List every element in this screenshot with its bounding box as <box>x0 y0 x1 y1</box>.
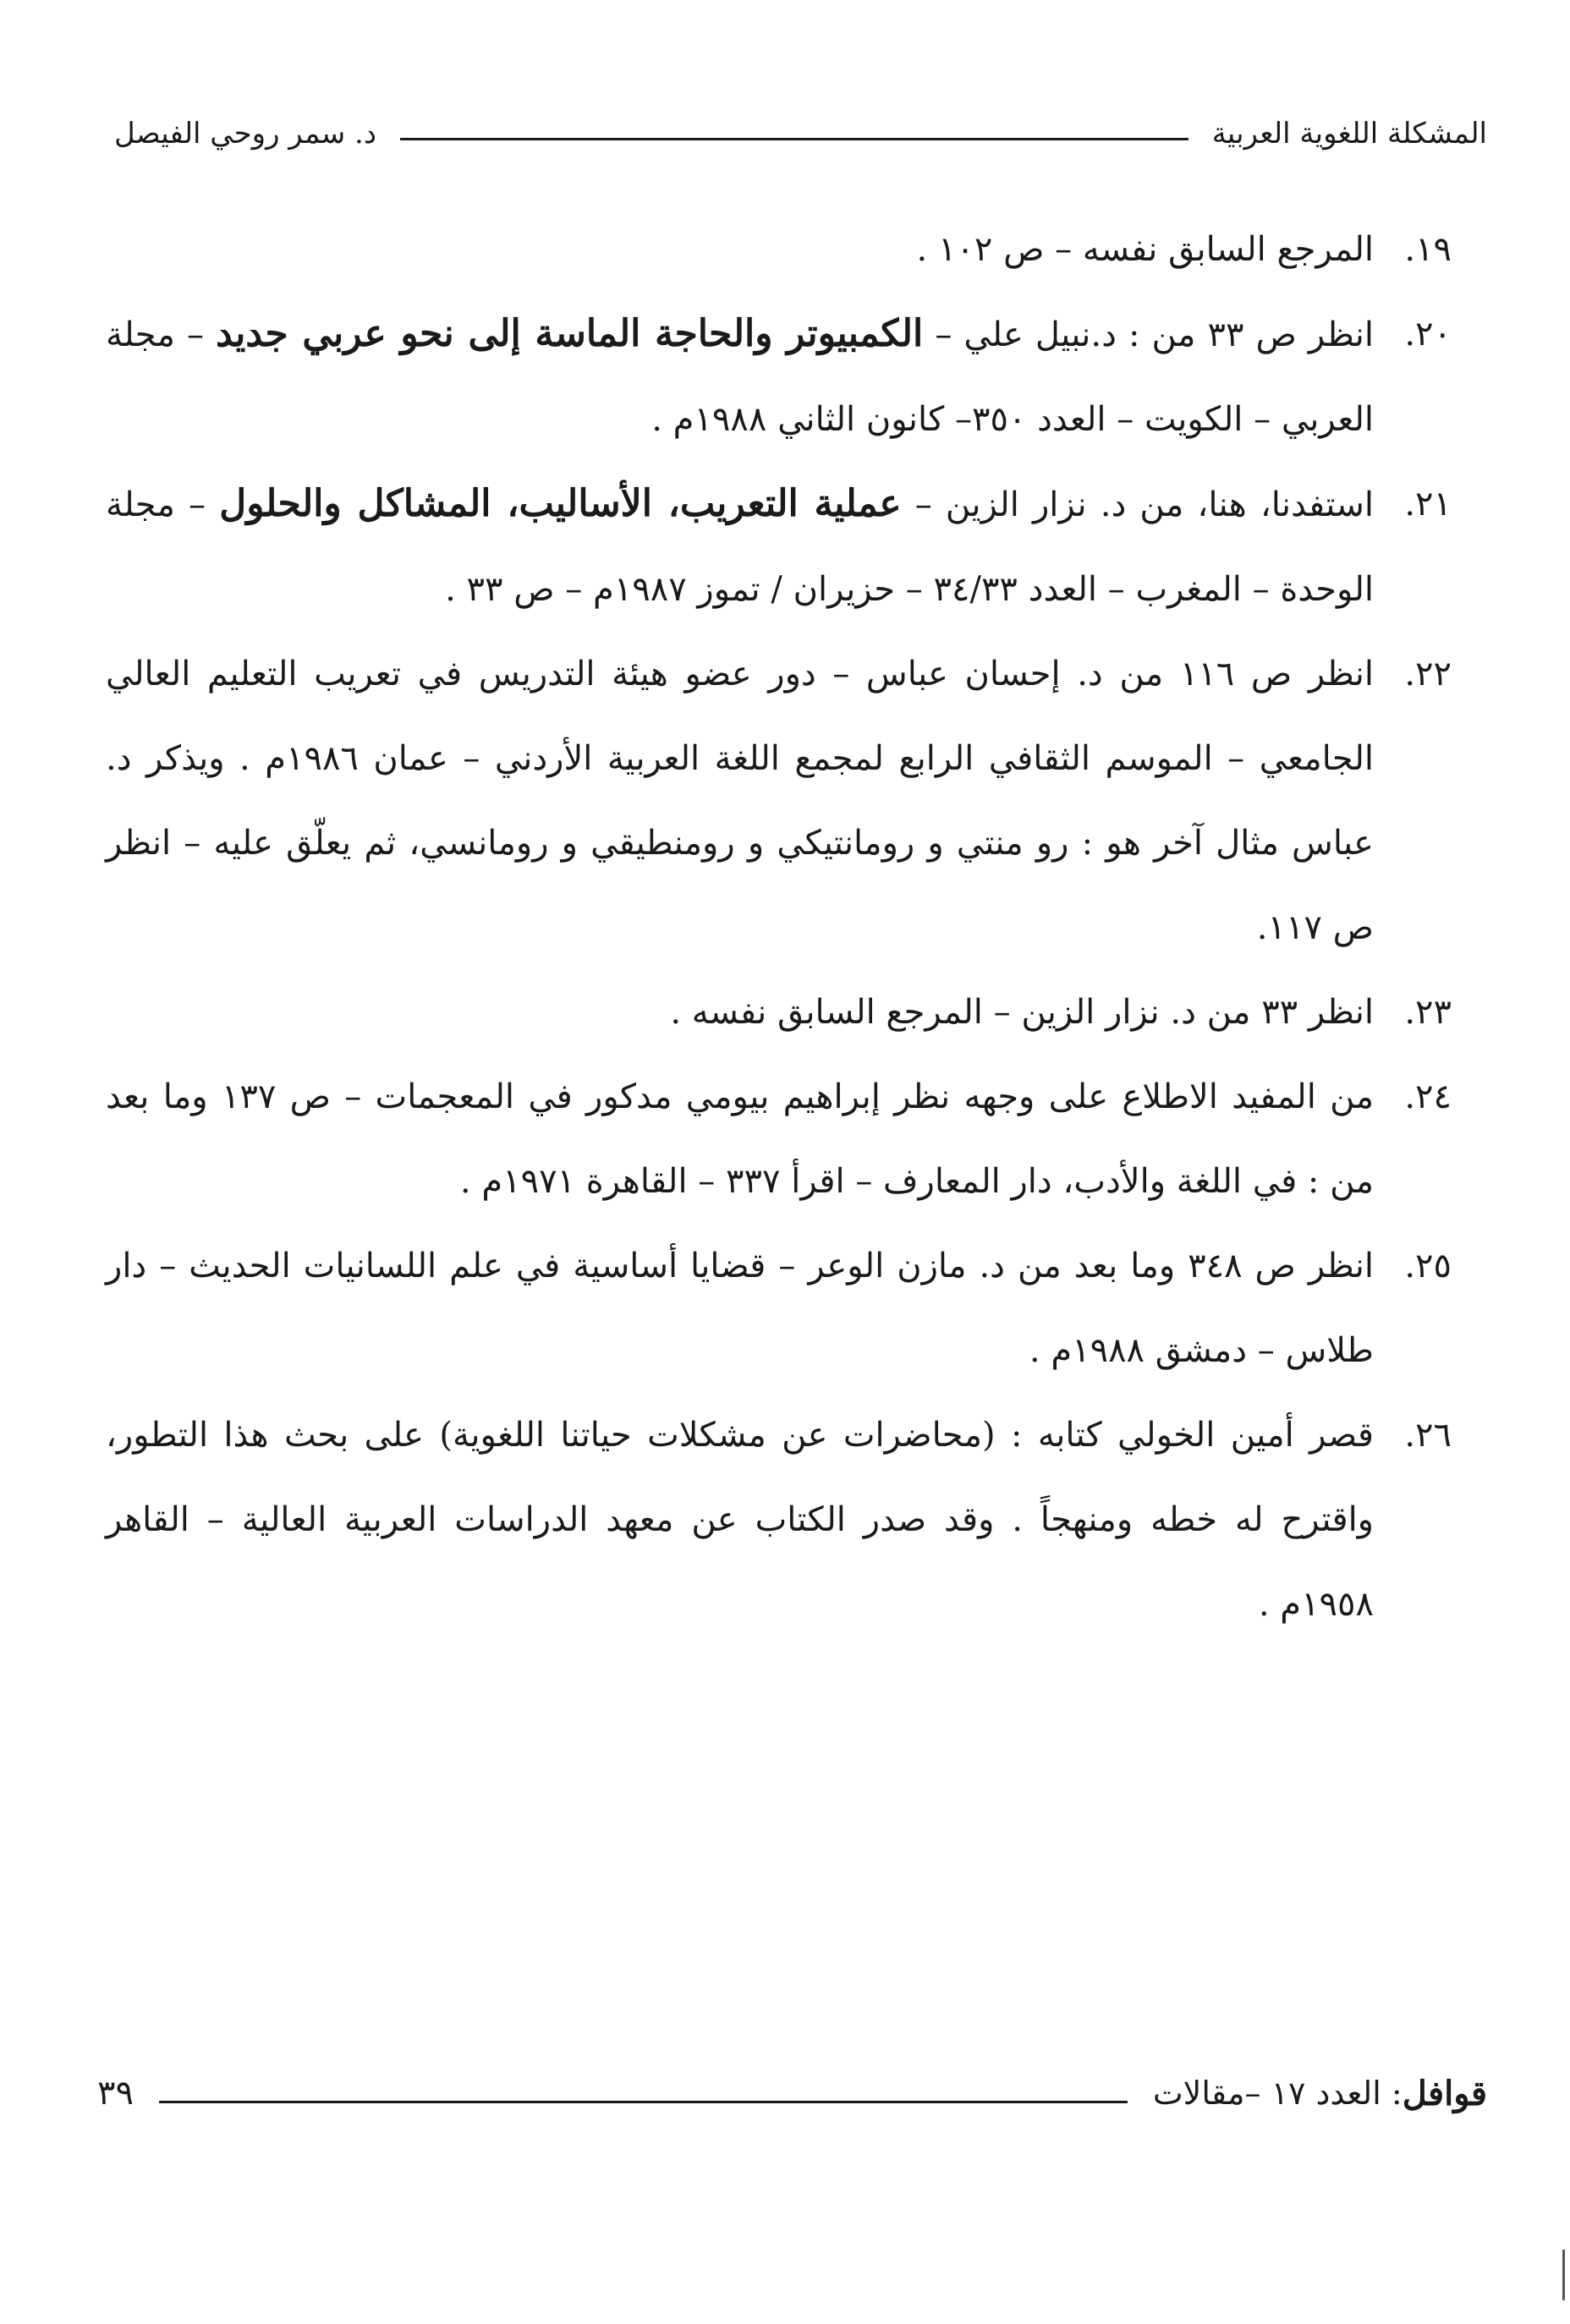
endnote-text: انظر ٣٣ من د. نزار الزين – المرجع السابق نفسه . <box>670 993 1374 1032</box>
endnote-number: ٢٥. <box>1404 1247 1452 1285</box>
endnote-number: ٢٦. <box>1404 1416 1452 1455</box>
endnote-number: ٢١. <box>1404 485 1452 523</box>
journal-name: قوافل <box>1402 2073 1487 2113</box>
header-rule <box>400 138 1188 140</box>
endnote-text: المرجع السابق نفسه – ص ١٠٢ . <box>916 230 1374 269</box>
endnote-text: – مجلة الوحدة – المغرب – العدد ٣٤/٣٣ – حزيران / تموز ١٩٨٧م – ص ٣٣ . <box>106 485 1374 609</box>
page-number: ٣٩ <box>97 2074 134 2113</box>
endnote-title: الكمبيوتر والحاجة الماسة إلى نحو عربي جديد <box>216 312 924 355</box>
endnote-number: ٢٢. <box>1404 655 1452 693</box>
endnote-number: ٢٣. <box>1404 993 1452 1032</box>
endnote <box>106 207 1452 292</box>
endnote <box>106 1055 1452 1224</box>
endnote-text: انظر ص ١١٦ من د. إحسان عباس – دور عضو هيئة التدريس في تعريب التعليم العالي الجامعي – الموسم الثقافي الرابع لمجمع اللغة العربية الأردني – عمان ١٩٨٦م . ويذكر د. عباس مثال آخر هو : رو منتي و رومانتيكي و رومنطيقي و رومانسي، ثم يعلّق عليه – انظر ص ١١٧. <box>106 655 1374 947</box>
running-header <box>114 108 1487 159</box>
endnote-number: ٢٤. <box>1404 1077 1452 1116</box>
endnote-title: عملية التعريب، الأساليب، المشاكل والحلول <box>219 482 902 525</box>
issue-label: : العدد ١٧ –مقالات <box>1152 2075 1403 2112</box>
footer-rule <box>159 2101 1128 2103</box>
endnote-text: قصر أمين الخولي كتابه : (محاضرات عن مشكلات حياتنا اللغوية) على بحث هذا التطور، واقترح له خطه ومنهجاً . وقد صدر الكتاب عن معهد الدراسات العربية العالية – القاهر ١٩٥٨م . <box>106 1416 1374 1624</box>
endnote-number: ١٩. <box>1404 230 1452 269</box>
endnote <box>106 292 1452 462</box>
page-footer <box>97 2064 1487 2123</box>
endnote <box>106 970 1452 1055</box>
endnote-text: انظر ص ٣٤٨ وما بعد من د. مازن الوعر – قضايا أساسية في علم اللسانيات الحديث – دار طلاس – دمشق ١٩٨٨م . <box>106 1247 1374 1370</box>
endnote <box>106 1393 1452 1647</box>
endnote <box>106 1224 1452 1393</box>
header-title: المشكلة اللغوية العربية <box>1211 117 1487 151</box>
endnote <box>106 462 1452 632</box>
endnote-text: من المفيد الاطلاع على وجهه نظر إبراهيم بيومي مدكور في المعجمات – ص ١٣٧ وما بعد من : في اللغة والأدب، دار المعارف – اقرأ ٣٣٧ – القاهرة ١٩٧١م . <box>106 1077 1374 1201</box>
endnote <box>106 632 1452 970</box>
scan-edge-mark <box>1562 2250 1565 2300</box>
endnote-text: استفدنا، هنا، من د. نزار الزين – <box>901 485 1374 524</box>
endnote-text: انظر ص ٣٣ من : د.نبيل علي – <box>923 315 1374 354</box>
endnotes-list <box>106 207 1452 1647</box>
endnote-number: ٢٠. <box>1404 315 1452 354</box>
header-author: د. سمر روحي الفيصل <box>114 117 376 151</box>
endnote-text: – مجلة العربي – الكويت – العدد ٣٥٠– كانون الثاني ١٩٨٨م . <box>106 315 1374 439</box>
